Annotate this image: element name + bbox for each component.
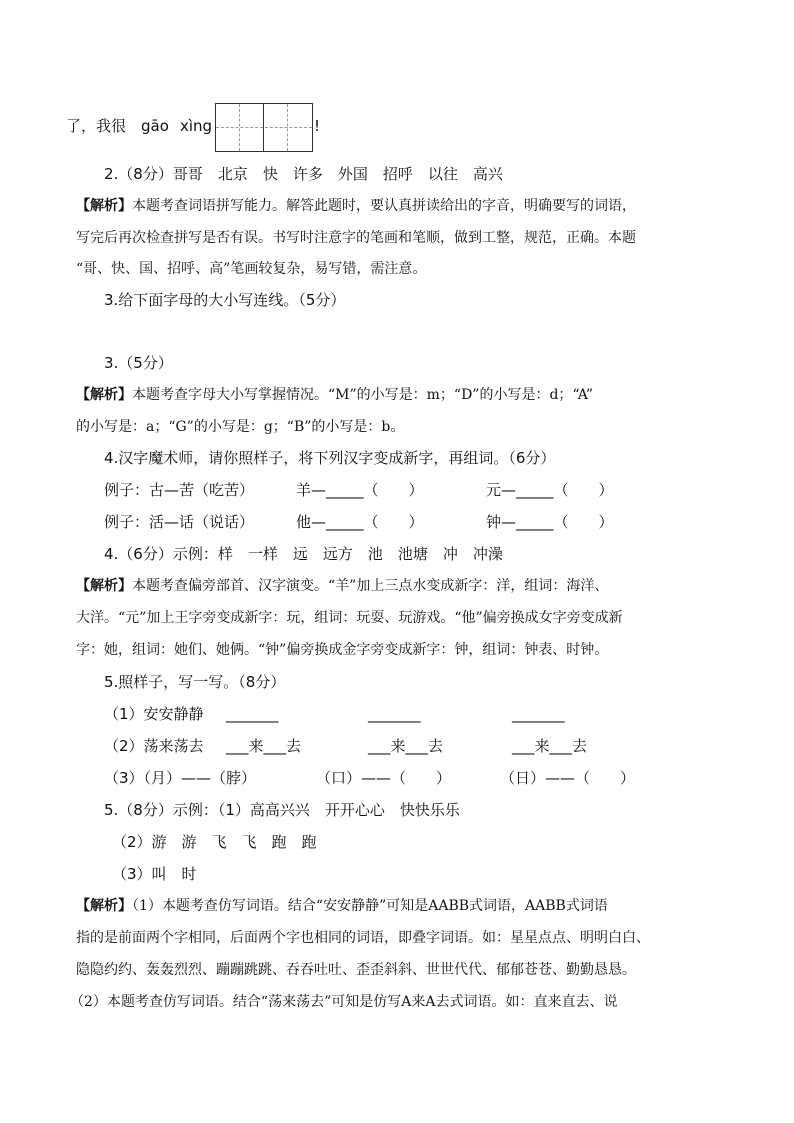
q5-row2-blank-3[interactable]: ___来___去 [512,737,588,755]
q5-row2-blank-1[interactable]: ___来___去 [226,737,302,755]
question-5: 5.照样子，写一写。（8分） [104,673,286,691]
analysis-5-line-3: 隐隐约约、轰轰烈烈、蹦蹦跳跳、吞吞吐吐、歪歪斜斜、世世代代、郁郁苍苍、勤勤恳恳。 [76,962,636,978]
q4-blank-2b[interactable]: 钟—_____（ ） [486,513,614,531]
q5-row3-blank-2[interactable]: （口）——（ ） [316,769,452,787]
q4-example-1: 例子：古—苦（吃苦） [104,481,255,499]
q1-suffix: ! [314,117,321,135]
analysis-3-line-2: 的小写是：a；“G”的小写是：g；“B”的小写是：b。 [76,419,405,435]
q5-row1-blank-1[interactable]: _______ [226,705,279,723]
q5-row3-blank-3[interactable]: （日）——（ ） [500,769,636,787]
answer-5-line-3: （3）叫 时 [112,865,197,883]
question-4: 4.汉字魔术师，请你照样子，将下列汉字变成新字，再组词。（6分） [104,449,556,467]
q5-row1-label: （1）安安静静 [104,705,204,723]
tianzige-writing-grid[interactable] [215,103,313,152]
q5-row1-blank-2[interactable]: _______ [368,705,421,723]
question-3: 3.给下面字母的大小写连线。（5分） [104,291,346,309]
analysis-4-line-1: 【解析】本题考查偏旁部首、汉字演变。“羊”加上三点水变成新字：洋，组词：海洋、 [76,578,609,594]
q1-pinyin-2: xìng [180,117,213,135]
q4-blank-1b[interactable]: 元—_____（ ） [486,481,614,499]
q4-blank-2a[interactable]: 他—_____（ ） [296,513,424,531]
q4-blank-1a[interactable]: 羊—_____（ ） [296,481,424,499]
answer-3: 3.（5分） [104,354,173,372]
q1-prefix: 了，我很 [66,117,127,135]
answer-2: 2.（8分）哥哥 北京 快 许多 外国 招呼 以往 高兴 [104,165,503,183]
analysis-2-line-1: 【解析】本题考查词语拼写能力。解答此题时，要认真拼读给出的字音，明确要写的词语， [76,198,636,214]
analysis-2-line-2: 写完后再次检查拼写是否有误。书写时注意字的笔画和笔顺，做到工整，规范，正确。本题 [76,230,636,246]
answer-5-line-1: 5.（8分）示例：（1）高高兴兴 开开心心 快快乐乐 [104,801,460,819]
analysis-4-line-2: 大洋。“元”加上王字旁变成新字：玩，组词：玩耍、玩游戏。“他”偏旁换成女字旁变成新 [76,610,623,626]
analysis-5-line-4: （2）本题考查仿写词语。结合“荡来荡去”可知是仿写A来A去式词语。如：直来直去、说 [70,994,618,1010]
answer-4: 4.（6分）示例：样 一样 远 远方 池 池塘 冲 冲澡 [104,545,503,563]
q5-row2-label: （2）荡来荡去 [104,737,204,755]
analysis-4-line-3: 字：她，组词：她们、她俩。“钟”偏旁换成金字旁变成新字：钟，组词：钟表、时钟。 [76,642,609,658]
q5-row3-example: （3）（月）——（脖） [104,769,257,787]
answer-5-line-2: （2）游 游 飞 飞 跑 跑 [112,833,317,851]
analysis-2-line-3: “哥、快、国、招呼、高”笔画较复杂，易写错，需注意。 [76,261,427,277]
analysis-5-line-2: 指的是前面两个字相同，后面两个字也相同的词语，即叠字词语。如：星星点点、明明白白、 [76,930,650,946]
analysis-3-line-1: 【解析】本题考查字母大小写掌握情况。“M”的小写是：m；“D”的小写是：d；“A” [76,387,593,403]
q5-row2-blank-2[interactable]: ___来___去 [368,737,444,755]
q1-pinyin-1: gāo [141,117,169,135]
q5-row1-blank-3[interactable]: _______ [512,705,565,723]
q4-example-2: 例子：活—话（说话） [104,513,255,531]
analysis-5-line-1: 【解析】（1）本题考查仿写词语。结合“安安静静”可知是AABB式词语，AABB式词语 [76,898,608,914]
